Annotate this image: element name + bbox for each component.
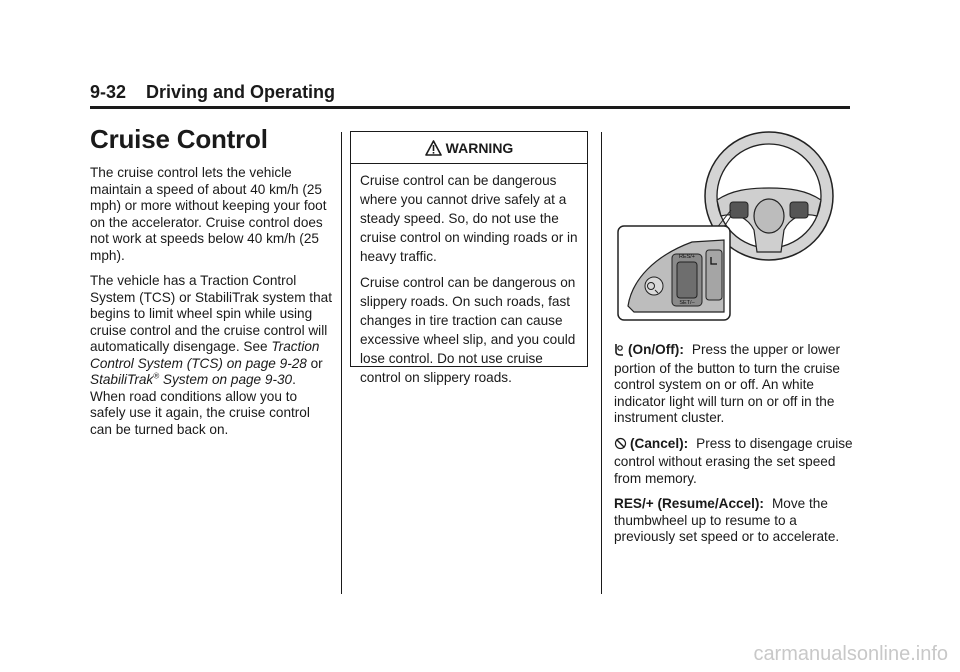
registered-mark: ® — [153, 371, 160, 381]
column-divider-2 — [601, 132, 602, 594]
page-title: Cruise Control — [90, 124, 268, 154]
traction-paragraph: The vehicle has a Traction Control System (TCS) or StabiliTrak system that begins to limit wheel spin while using cruise control and the cruise control will automatically disengage. See Traction Control System (TCS) on page 9-28 or StabiliTrak® System on page 9-30. When road conditions allow you to safely use it again, the cruise control can be turned back on. — [90, 273, 332, 437]
on-off-label: (On/Off): — [628, 342, 684, 357]
column-divider-1 — [341, 132, 342, 594]
controls-list — [614, 342, 854, 555]
resume-description — [614, 496, 854, 546]
warning-box — [350, 131, 588, 385]
warning-text-1: Cruise control can be dangerous where you cannot drive safely at a steady speed. So, do not use the cruise control on winding roads or in heavy traffic. — [360, 173, 578, 264]
warning-label: WARNING — [445, 139, 514, 156]
left-column — [90, 124, 335, 447]
header-text — [90, 82, 335, 103]
warning-text-2: Cruise control can be dangerous on slippery roads. On such roads, fast changes in tire traction can cause excessive wheel slip, and you could lose control. Do not use cruise control on slippery roads. — [360, 275, 576, 385]
set-label: SET/– — [679, 300, 695, 306]
warning-triangle-icon — [425, 140, 442, 156]
cruise-on-off-icon — [614, 343, 625, 361]
watermark: carmanualsonline.info — [753, 643, 948, 665]
cruise-cancel-icon — [614, 437, 627, 455]
intro-paragraph: The cruise control lets the vehicle maintain a speed of about 40 km/h (25 mph) or more without keeping your foot on the accelerator. Cruise control does not work at speeds below 40 km/h (25 mph). — [90, 165, 327, 263]
warning-header — [351, 132, 587, 164]
stabilitrak-link[interactable]: StabiliTrak® System on page 9-30 — [90, 371, 293, 387]
page-number: 9-32 — [90, 82, 127, 102]
res-label: RES/+ — [678, 254, 696, 260]
tcs-link[interactable]: Traction Control System (TCS) on page 9-28 — [90, 339, 320, 371]
steering-wheel-figure — [614, 130, 850, 326]
cancel-description — [614, 436, 854, 488]
cancel-label: (Cancel): — [630, 435, 689, 451]
section-title: Driving and Operating — [146, 82, 336, 102]
resume-label: RES/+ (Resume/Accel): — [614, 496, 764, 511]
page-header — [90, 80, 850, 109]
on-off-description — [614, 342, 854, 427]
resume-text: Move the thumbwheel up to resume to a previously set speed or to accelerate. — [614, 496, 840, 544]
on-off-text: Press the upper or lower portion of the button to turn the cruise control system on or off. An white indicator light will turn on or off in the instrument cluster. — [614, 342, 840, 425]
steering-wheel-illustration — [614, 130, 850, 326]
cancel-text: Press to disengage cruise control without erasing the set speed from memory. — [614, 435, 853, 486]
